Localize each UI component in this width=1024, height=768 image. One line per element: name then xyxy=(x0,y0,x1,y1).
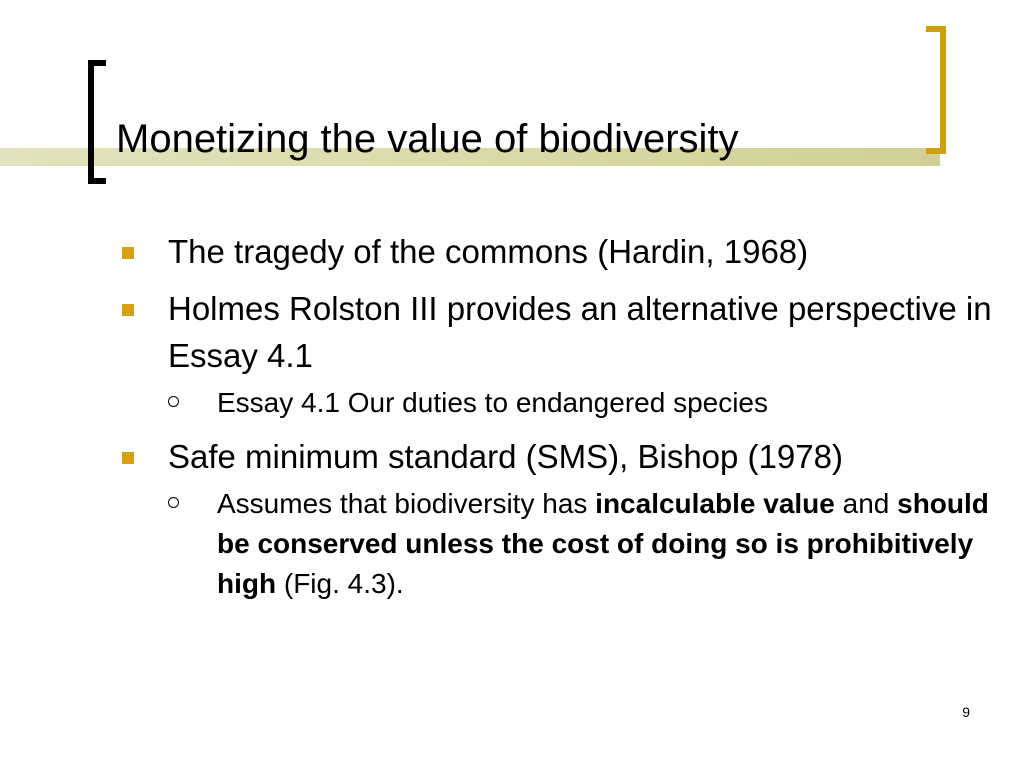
text-run: Assumes that biodiversity has xyxy=(217,488,596,519)
sub-bullet-item xyxy=(116,484,996,604)
bullet-text: The tragedy of the commons (Hardin, 1968) xyxy=(168,233,809,270)
circle-bullet-icon xyxy=(168,396,179,407)
text-run: and xyxy=(834,488,898,519)
square-bullet-icon xyxy=(122,304,134,316)
sub-bullet-item xyxy=(116,383,996,423)
circle-bullet-icon xyxy=(168,497,179,508)
bold-text-run: incalculable value xyxy=(595,488,835,519)
right-bracket-decoration xyxy=(926,26,946,154)
slide-title: Monetizing the value of biodiversity xyxy=(116,117,739,161)
bullet-item xyxy=(116,228,996,275)
bold-text-run: should be conserved unless the cost of doing so is prohibitively high xyxy=(217,488,989,599)
bullet-list xyxy=(116,228,996,614)
text-run: (Fig. 4.3). xyxy=(276,568,404,599)
bullet-text: Holmes Rolston III provides an alternative perspective in Essay 4.1 xyxy=(168,290,992,374)
sub-bullet-text xyxy=(217,488,989,599)
left-bracket-decoration xyxy=(88,60,106,184)
square-bullet-icon xyxy=(122,247,134,259)
page-number: 9 xyxy=(962,704,970,720)
bullet-text: Safe minimum standard (SMS), Bishop (1978) xyxy=(168,438,843,475)
sub-bullet-text: Essay 4.1 Our duties to endangered species xyxy=(217,387,769,418)
square-bullet-icon xyxy=(122,452,134,464)
bullet-item xyxy=(116,285,996,379)
bullet-item xyxy=(116,433,996,480)
